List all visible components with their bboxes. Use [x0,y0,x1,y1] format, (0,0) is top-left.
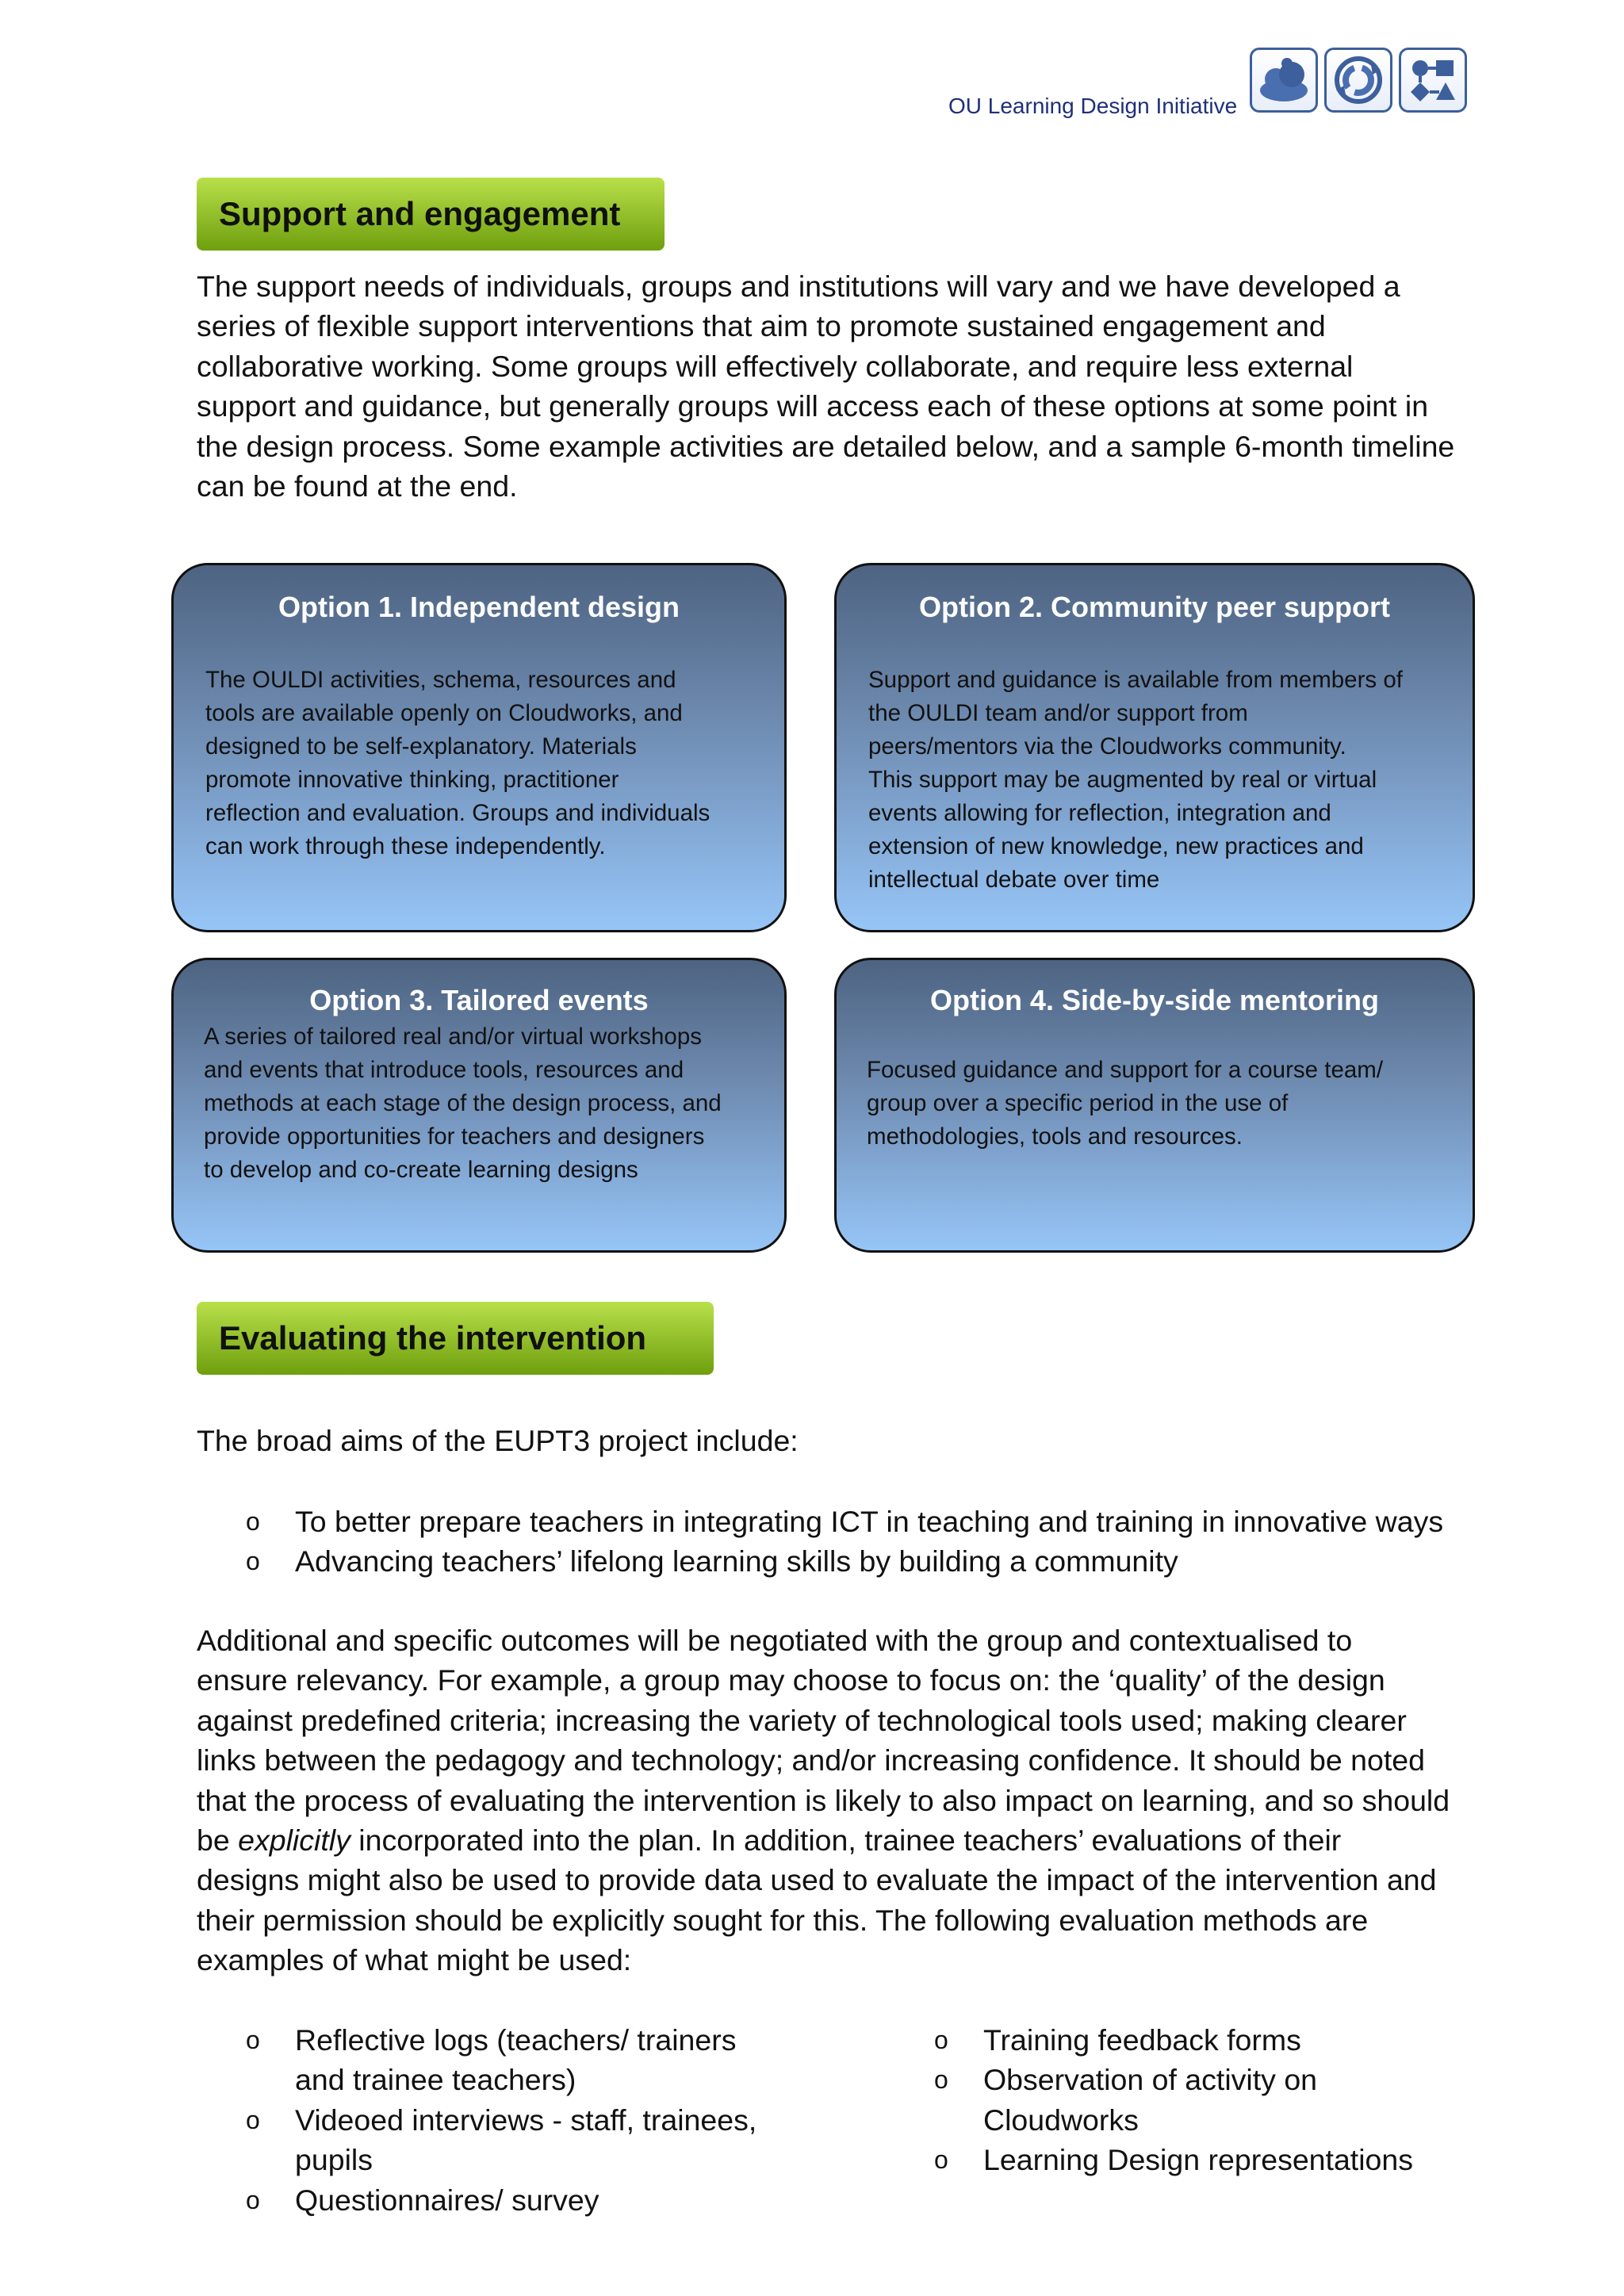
option-line: events allowing for reflection, integration and [868,800,1331,826]
option-4-box [834,958,1475,1253]
list-item: o Training feedback forms [885,2020,1567,2060]
option-line: Support and guidance is available from members of [868,667,1403,693]
list-item: o Reflective logs (teachers/ trainers and trainee teachers) [197,2020,879,2100]
intro-line: support and guidance, but generally groups will access each of these options at some point in [197,389,1429,423]
initiative-name: OU Learning Design Initiative [948,94,1238,118]
option-line: methods at each stage of the design process, and [204,1090,722,1116]
methods-list-right [885,2020,1567,2180]
bullet-marker: o [246,1547,260,1576]
option-3-box [171,958,787,1253]
option-body [204,1020,722,1187]
option-line: intellectual debate over time [868,867,1160,893]
option-line: This support may be augmented by real or virtual [868,767,1377,793]
emphasis-text: explicitly [238,1823,350,1858]
list-item: o Advancing teachers’ lifelong learning skills by building a community [197,1541,1545,1581]
intro-line: series of flexible support interventions that aim to promote sustained engagement and [197,309,1326,343]
bullet-marker: o [246,1507,260,1536]
list-item: o To better prepare teachers in integrating ICT in teaching and training in innovative ways [197,1502,1545,1541]
option-line: designed to be self-explanatory. Materials [205,733,637,760]
outcomes-line: be explicitly incorporated into the plan. In addition, trainee teachers’ evaluations of their [197,1823,1342,1858]
option-line: the OULDI team and/or support from [868,700,1248,726]
outcomes-line: examples of what might be used: [197,1943,632,1977]
option-line: can work through these independently. [205,833,606,859]
option-body [867,1054,1383,1154]
intro-line: the design process. Some example activities are detailed below, and a sample 6-month timeline [197,429,1455,463]
intro-line: collaborative working. Some groups will effectively collaborate, and require less external [197,349,1354,383]
cloud-people-icon [1250,48,1318,113]
bullet-marker: o [934,2026,948,2054]
evaluation-heading: Evaluating the intervention [197,1302,714,1375]
aims-intro: The broad aims of the EUPT3 project include: [197,1424,799,1457]
support-heading: Support and engagement [197,178,665,251]
option-line: to develop and co-create learning designs [204,1157,638,1183]
list-item: o Learning Design representations [885,2140,1567,2179]
ouldi-logos [1250,48,1467,113]
option-body [868,664,1403,897]
flowchart-icon [1399,48,1467,113]
intro-line: can be found at the end. [197,469,518,503]
option-line: tools are available openly on Cloudworks, and [205,700,683,726]
cycle-arrows-icon [1324,48,1392,113]
outcomes-line: ensure relevancy. For example, a group may choose to focus on: the ‘quality’ of the design [197,1663,1385,1697]
intro-line: The support needs of individuals, groups and institutions will vary and we have developed a [197,270,1400,303]
outcomes-line: links between the pedagogy and technology; and/or increasing confidence. It should be noted [197,1743,1426,1777]
option-title: Option 4. Side-by-side mentoring [929,984,1380,1016]
outcomes-line: their permission should be explicitly sought for this. The following evaluation methods are [197,1903,1369,1937]
list-item: o Observation of activity on Cloudworks [885,2060,1567,2140]
methods-list-left [197,2020,879,2220]
list-item: o Questionnaires/ survey [197,2180,879,2220]
option-line: Focused guidance and support for a course team/ [867,1057,1384,1083]
outcomes-line: against predefined criteria; increasing the variety of technological tools used; making clearer [197,1703,1407,1737]
option-line: A series of tailored real and/or virtual workshops [204,1024,702,1050]
outcomes-line: designs might also be used to provide data used to evaluate the impact of the intervention and [197,1863,1437,1897]
option-title: Option 1. Independent design [278,591,680,623]
outcomes-paragraph [197,1621,1481,1980]
option-title: Option 2. Community peer support [918,591,1391,623]
bullet-marker: o [934,2065,948,2095]
option-body [205,664,710,863]
option-line: promote innovative thinking, practitioner [205,767,619,793]
option-line: extension of new knowledge, new practices and [868,833,1364,859]
option-line: and events that introduce tools, resources and [204,1057,684,1083]
list-item: o Videoed interviews - staff, trainees, pupils [197,2100,879,2180]
bullet-marker: o [934,2145,948,2175]
support-intro [197,266,1481,506]
option-line: peers/mentors via the Cloudworks community. [868,733,1346,760]
option-line: reflection and evaluation. Groups and individuals [205,800,710,826]
option-line: provide opportunities for teachers and designers [204,1123,705,1150]
option-1-box [171,563,787,932]
option-line: group over a specific period in the use of [867,1090,1289,1116]
bullet-marker: o [246,2105,260,2134]
option-line: methodologies, tools and resources. [867,1123,1243,1150]
outcomes-line: Additional and specific outcomes will be negotiated with the group and contextualised to [197,1624,1353,1657]
aims-list [197,1502,1545,1582]
outcomes-line: that the process of evaluating the intervention is likely to also impact on learning, and so should [197,1783,1450,1817]
bullet-marker: o [246,2185,260,2214]
option-line: The OULDI activities, schema, resources and [205,667,676,693]
option-title: Option 3. Tailored events [309,984,649,1016]
option-2-box [834,563,1475,932]
bullet-marker: o [246,2026,260,2054]
